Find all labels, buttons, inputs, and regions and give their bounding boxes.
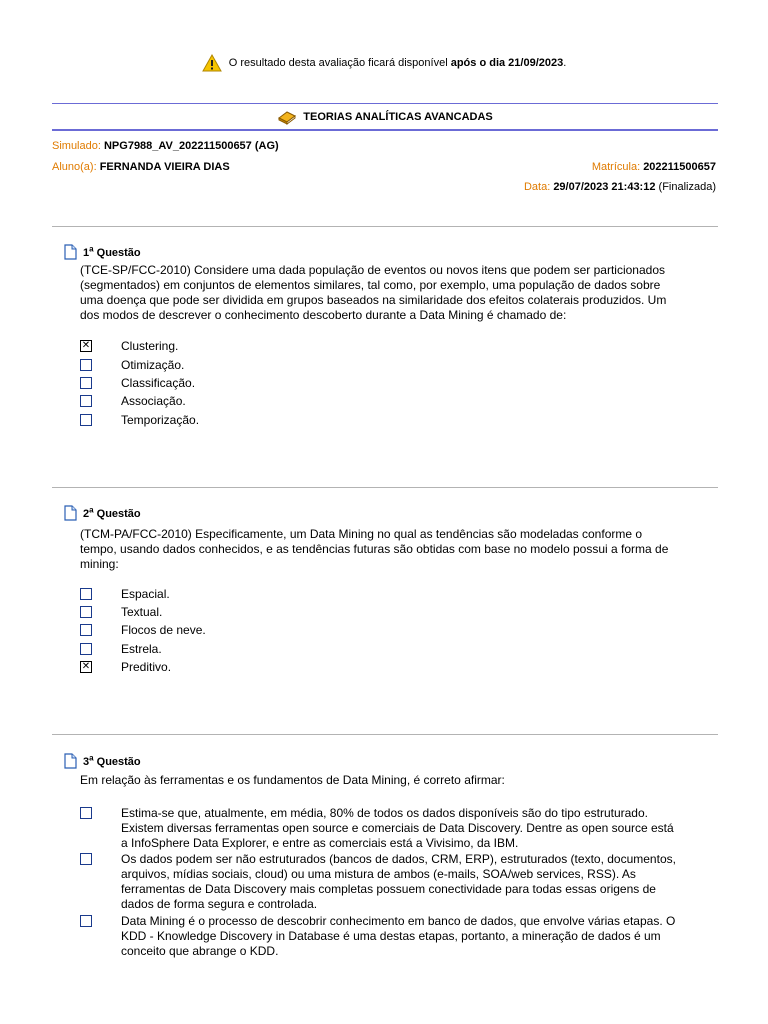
answer-option-line: arquivos, mídias sociais, cloud) ou uma mistura de ambos (e-mails, SOA/web services, RSS). As [121, 867, 636, 881]
document-icon [64, 753, 77, 769]
answer-option-line: Associação. [121, 394, 186, 408]
checkbox-checked[interactable]: ✕ [81, 661, 91, 672]
answer-option-line: Otimização. [121, 358, 185, 372]
answer-option-line: Os dados podem ser não estruturados (bancos de dados, CRM, ERP), estruturados (texto, documentos, [121, 852, 676, 866]
question-text-line: uma doença que pode ser dividida em grupos baseados na similaridade dos efeitos colaterais produzidos. Um [80, 293, 667, 307]
aluno-label: Aluno(a): [52, 161, 97, 173]
question-text [80, 263, 690, 323]
question-label: Questão [93, 756, 141, 769]
answer-option[interactable] [80, 413, 700, 428]
result-notice [0, 54, 768, 72]
question-text-line: (segmentados) em conjuntos de elementos similares, tal como, por exemplo, uma população de dados sobre [80, 278, 661, 292]
question-text [80, 527, 690, 572]
matricula-label: Matrícula: [591, 161, 641, 173]
answer-option[interactable] [80, 376, 700, 391]
question-ordinal: a [89, 244, 94, 254]
question-text [80, 773, 690, 788]
question-number-digit: 3 [83, 756, 90, 769]
answer-option-label [121, 339, 696, 354]
question-text-line: Em relação às ferramentas e os fundamentos de Data Mining, é correto afirmar: [80, 773, 505, 787]
document-icon [64, 244, 77, 260]
question-number-digit: 1 [83, 247, 90, 260]
answer-option[interactable] [80, 852, 700, 912]
answer-option-line: Espacial. [121, 587, 170, 601]
answer-option-label [121, 605, 696, 620]
answer-option-line: Estima-se que, atualmente, em média, 80% de todos os dados disponíveis são do tipo estruturado. [121, 806, 648, 820]
answer-option[interactable] [80, 914, 700, 959]
question-label: Questão [93, 247, 141, 260]
question-text-line: (TCM-PA/FCC-2010) Especificamente, um Data Mining no qual as tendências são modeladas conforme o [80, 527, 643, 541]
checkbox[interactable] [80, 395, 92, 407]
answer-option-line: a InfoSphere Data Explorer, e entre as comerciais está a Vivisimo, da IBM. [121, 836, 519, 850]
matricula-row [592, 161, 716, 173]
checkbox-checked[interactable]: ✕ [81, 340, 91, 351]
notice-date: após o dia 21/09/2023 [450, 57, 564, 69]
question-number [83, 505, 141, 521]
checkbox[interactable] [80, 359, 92, 371]
answer-option-line: Clustering. [121, 339, 179, 353]
question-text-line: mining: [80, 557, 119, 571]
question-label: Questão [93, 508, 141, 521]
question-header [64, 753, 141, 769]
aluno-row [52, 161, 230, 173]
answer-option-label [121, 587, 696, 602]
checkbox[interactable] [80, 377, 92, 389]
question-text-line: dos modos de descrever o conhecimento descoberto durante a Data Mining é chamado de: [80, 308, 567, 322]
data-value: 29/07/2023 21:43:12 [553, 181, 656, 193]
answer-option-label [121, 413, 696, 428]
answer-option-line: Textual. [121, 605, 163, 619]
answer-option-label [121, 806, 696, 851]
answer-option-label [121, 852, 696, 912]
question-ordinal: a [89, 505, 94, 515]
warning-icon [202, 54, 222, 72]
simulado-row [52, 140, 279, 152]
answer-option-line: Classificação. [121, 376, 196, 390]
checkbox[interactable] [80, 606, 92, 618]
answer-option-line: Data Mining é o processo de descobrir conhecimento em banco de dados, que envolve várias etapas. O [121, 914, 676, 928]
data-label: Data: [523, 181, 551, 193]
question-number-digit: 2 [83, 508, 90, 521]
book-icon [277, 109, 297, 125]
course-title: TEORIAS ANALÍTICAS AVANCADAS [303, 111, 493, 124]
answer-option-line: Preditivo. [121, 660, 172, 674]
checkbox[interactable] [80, 915, 92, 927]
notice-suffix: . [563, 57, 567, 69]
aluno-value: FERNANDA VIEIRA DIAS [99, 161, 230, 173]
question-text-line: (TCE-SP/FCC-2010) Considere uma dada população de eventos ou novos itens que podem ser particionados [80, 263, 665, 277]
answer-option-label [121, 358, 696, 373]
answer-option[interactable] [80, 806, 700, 851]
answer-option[interactable] [80, 660, 700, 675]
answer-option[interactable] [80, 605, 700, 620]
checkbox[interactable] [80, 643, 92, 655]
simulado-label: Simulado: [52, 140, 101, 152]
answer-option[interactable] [80, 394, 700, 409]
question-ordinal: a [89, 753, 94, 763]
data-status: (Finalizada) [658, 181, 716, 193]
checkbox[interactable] [80, 588, 92, 600]
answer-option[interactable] [80, 339, 700, 354]
answer-option[interactable] [80, 623, 700, 638]
checkbox[interactable] [80, 414, 92, 426]
checkbox[interactable] [80, 853, 92, 865]
answer-option-line: Temporização. [121, 413, 200, 427]
answer-option[interactable] [80, 642, 700, 657]
answer-option[interactable] [80, 587, 700, 602]
data-row [524, 181, 716, 193]
notice-prefix: O resultado desta avaliação ficará disponível [228, 57, 451, 69]
matricula-value: 202211500657 [643, 161, 716, 173]
question-header [64, 505, 141, 521]
answer-option-line: conceito que abrange o KDD. [121, 944, 279, 958]
answer-option-label [121, 642, 696, 657]
answer-option-label [121, 914, 696, 959]
divider [52, 734, 718, 735]
question-text-line: tempo, usando dados conhecidos, e as tendências futuras são obtidas com base no modelo possui a forma de [80, 542, 669, 556]
checkbox[interactable] [80, 624, 92, 636]
checkbox[interactable] [80, 807, 92, 819]
course-title-bar [52, 103, 718, 131]
question-number [83, 753, 141, 769]
answer-option-line: Estrela. [121, 642, 162, 656]
answer-option-line: ferramentas de Data Discovery mais completas possuem conectividade para todas essas origens de [121, 882, 656, 896]
question-header [64, 244, 141, 260]
divider [52, 226, 718, 227]
answer-option-label [121, 394, 696, 409]
answer-option-label [121, 376, 696, 391]
answer-option-label [121, 623, 696, 638]
divider [52, 487, 718, 488]
simulado-value: NPG7988_AV_202211500657 (AG) [103, 140, 279, 152]
answer-option-label [121, 660, 696, 675]
answer-option-line: Flocos de neve. [121, 623, 206, 637]
document-icon [64, 505, 77, 521]
answer-option-line: Existem diversas ferramentas open source e comerciais de Data Discovery. Dentre as open source está [121, 821, 674, 835]
question-number [83, 244, 141, 260]
answer-option[interactable] [80, 358, 700, 373]
answer-option-line: KDD - Knowledge Discovery in Database é uma destas etapas, portanto, a mineração de dados é um [121, 929, 661, 943]
answer-option-line: dados de forma segura e controlada. [121, 897, 318, 911]
